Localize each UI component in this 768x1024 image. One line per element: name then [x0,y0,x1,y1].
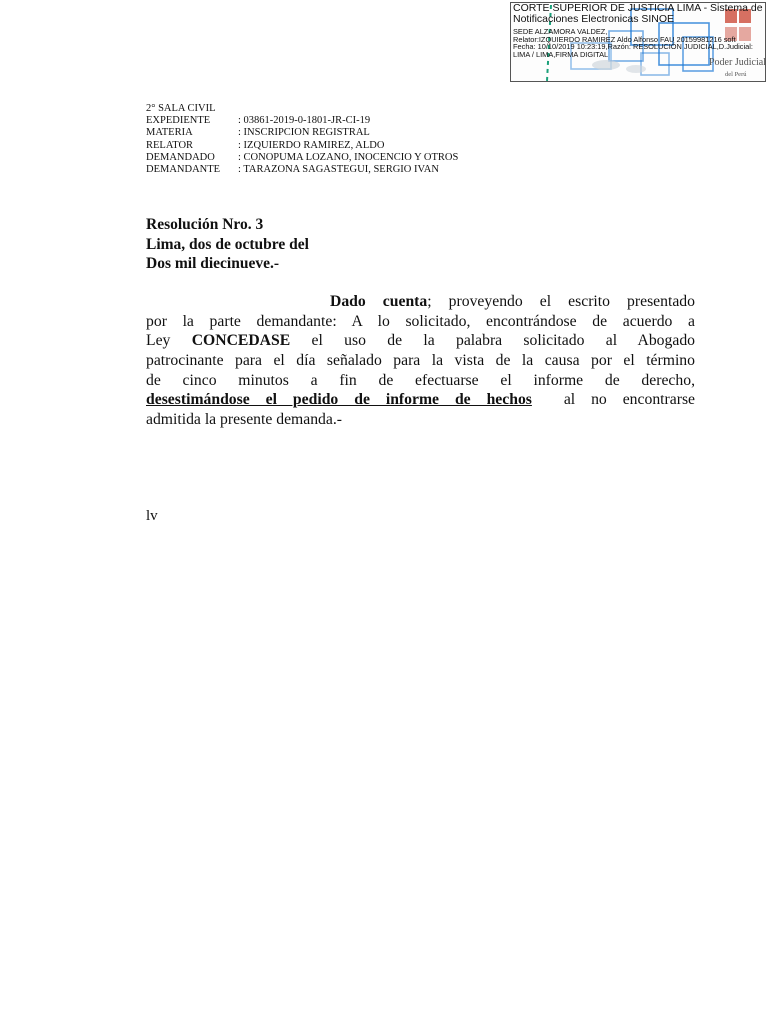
sala-name: 2° SALA CIVIL [146,103,216,114]
header-key: MATERIA [146,127,193,139]
body-line: Dado cuenta; proveyendo el escrito presentado [330,293,695,310]
header-value: : INSCRIPCION REGISTRAL [238,127,370,139]
digital-signature-stamp [510,2,766,82]
header-value: : CONOPUMA LOZANO, INOCENCIO Y OTROS [238,151,459,163]
stamp-relator: Relator:IZQUIERDO RAMIREZ Aldo Alfonso FAU 20159981216 soft [513,34,736,44]
header-value: : IZQUIERDO RAMIREZ, ALDO [238,139,385,151]
header-row [146,140,458,152]
resolution-title [146,215,309,274]
typist-initials: lv [146,508,158,524]
stamp-sede: SEDE ALZAMORA VALDEZ, [513,27,608,36]
stamp-system-name: Notificaciones Electronicas SINOE [513,13,675,25]
header-key: DEMANDANTE [146,164,221,176]
concedase-text: CONCEDASE [191,332,291,350]
header-row [146,115,458,127]
header-key: DEMANDADO [146,151,215,163]
body-line: patrocinante para el día señalado para la vista de la causa por el término [146,352,695,370]
dado-cuenta-text: Dado cuenta [330,293,428,310]
stamp-text [513,3,765,58]
header-row [146,152,458,164]
resolution-date-line2: Dos mil diecinueve.- [146,255,280,273]
stamp-date: Fecha: 10/10/2019 10:23:19,Razón: RESOLUCIÓN JUDICIAL,D.Judicial: [513,42,753,52]
header-value: : 03861-2019-0-1801-JR-CI-19 [238,115,371,127]
stamp-court-name: CORTE SUPERIOR DE JUSTICIA LIMA - Sistema de [513,2,763,14]
resolution-date-line1: Lima, dos de octubre del [146,235,309,253]
header-key: EXPEDIENTE [146,115,211,127]
logo-text: Poder Judicial [709,57,766,68]
header-row [146,164,458,176]
body-line: Ley CONCEDASE el uso de la palabra solicitado al Abogado [146,332,695,350]
body-line: por la parte demandante: A lo solicitado, encontrándose de acuerdo a [146,312,695,330]
resolution-number: Resolución Nro. 3 [146,216,264,233]
header-value: : TARAZONA SAGASTEGUI, SERGIO IVAN [238,164,439,176]
body-line: de cinco minutos a fin de efectuarse el informe de derecho, [146,371,695,389]
logo-subtext: del Perú [725,71,747,78]
desestimandose-text: desestimándose el pedido de informe de hechos [146,391,532,409]
stamp-location: LIMA / LIMA,FIRMA DIGITAL [513,49,609,59]
body-line: admitida la presente demanda.- [146,411,343,429]
body-line: desestimándose el pedido de informe de hechos al no encontrarse [146,391,695,409]
case-header [146,103,458,176]
header-key: RELATOR [146,139,194,151]
resolution-body [146,292,695,430]
header-row [146,127,458,139]
